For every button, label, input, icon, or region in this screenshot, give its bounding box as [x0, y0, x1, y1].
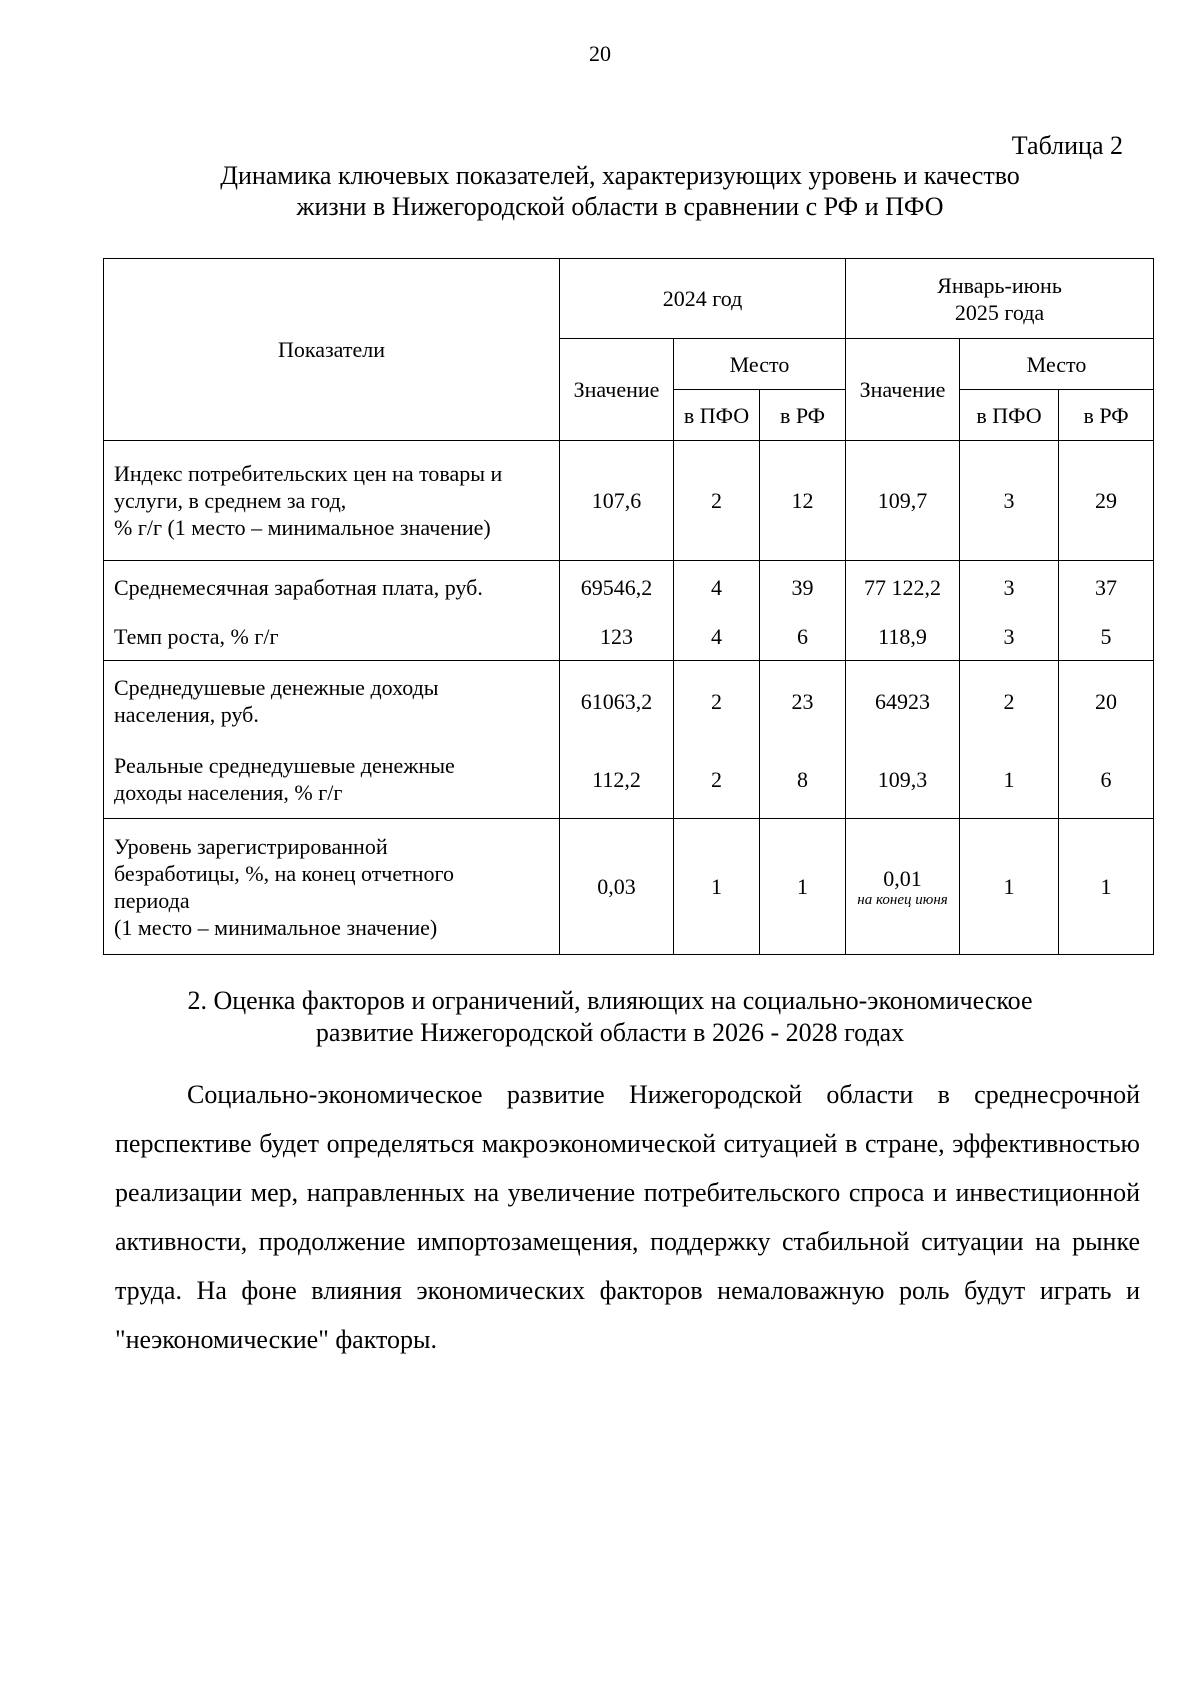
cell-pfo-2024: [674, 661, 760, 819]
row-label-line: доходы населения, % г/г: [114, 780, 343, 805]
cell-value-2024: [560, 561, 674, 661]
table-title: [150, 160, 1090, 222]
cell-value: 0,01: [883, 865, 922, 891]
body-text: Социально-экономическое развитие Нижегородской области в среднесрочной перспективе будет определяться макроэкономической ситуацией в стране, эффективностью реализации мер, направленных на увеличение потребительского спроса и инвестиционной активности, продолжение импортозамещения, поддержку стабильной ситуации на рынке труда. На фоне влияния экономических факторов немаловажную роль будут играть и "неэкономические" факторы.: [115, 1080, 1140, 1354]
header-period-2024: 2024 год: [560, 259, 846, 339]
cell-pfo-2025: [960, 561, 1059, 661]
cell-pfo-2024: 1: [674, 819, 760, 955]
body-paragraph: [115, 1070, 1140, 1364]
cell-pfo-2025: 1: [960, 819, 1059, 955]
cell-value: 123: [600, 623, 633, 649]
cell-rf-2024: 12: [760, 441, 846, 561]
row-label-line: услуги, в среднем за год,: [114, 488, 347, 513]
row-label-line: Индекс потребительских цен на товары и: [114, 461, 503, 486]
cell-value: 3: [1003, 574, 1015, 600]
cell-value-2025: 109,7: [846, 441, 960, 561]
cell-rf-2024: 1: [760, 819, 846, 955]
cell-rf-2025: 29: [1059, 441, 1154, 561]
cell-value: 112,2: [592, 766, 641, 792]
cell-value: 8: [797, 766, 808, 792]
cell-value: 61063,2: [580, 688, 653, 714]
section-heading-line: развитие Нижегородской области в 2026 - 2028 годах: [315, 1018, 905, 1047]
header-rf-2024: в РФ: [760, 390, 846, 441]
cell-rf-2024: [760, 561, 846, 661]
cell-value-2025: [846, 561, 960, 661]
cell-value: 23: [791, 688, 814, 714]
cell-note: на конец июня: [857, 891, 948, 908]
section-heading-line: 2. Оценка факторов и ограничений, влияющих на социально-экономическое: [187, 986, 1033, 1015]
header-place-2024: Место: [674, 339, 846, 390]
row-label-line: Темп роста, % г/г: [114, 623, 279, 649]
row-label-line: (1 место – минимальное значение): [114, 914, 438, 940]
cell-value: 39: [791, 574, 814, 600]
cell-value-2024: 107,6: [560, 441, 674, 561]
row-label-incomes: [104, 661, 560, 819]
header-period-2025-line1: Январь-июнь: [937, 272, 1062, 298]
header-value-2025: Значение: [846, 339, 960, 441]
cell-value: 3: [1003, 623, 1015, 649]
cell-pfo-2024: [674, 561, 760, 661]
header-pfo-2024: в ПФО: [674, 390, 760, 441]
header-period-2025-line2: 2025 года: [954, 299, 1045, 325]
cell-value: 4: [711, 574, 722, 600]
cell-value-2025: [846, 819, 960, 955]
row-label-line: Уровень зарегистрированной: [114, 833, 388, 859]
cell-pfo-2025: 3: [960, 441, 1059, 561]
cell-value-2025: [846, 661, 960, 819]
cell-value: 20: [1095, 688, 1118, 714]
cell-value: 37: [1095, 574, 1118, 600]
row-label-cpi: [104, 441, 560, 561]
cell-value: 2: [1003, 688, 1015, 714]
cell-value: 109,3: [877, 766, 928, 792]
cell-value: 2: [711, 766, 722, 792]
row-label-wages: [104, 561, 560, 661]
cell-value: 5: [1100, 623, 1112, 649]
cell-value: 6: [797, 623, 808, 649]
cell-value: 1: [1003, 766, 1015, 792]
row-label-block: [104, 661, 559, 741]
header-indicators: Показатели: [104, 259, 560, 441]
cell-value: 69546,2: [580, 574, 653, 600]
row-label-line: % г/г (1 место – минимальное значение): [114, 515, 491, 540]
table-row-unemployment: [104, 819, 1154, 955]
table-row-wages: [104, 561, 1154, 661]
cell-value: 4: [711, 623, 722, 649]
indicators-table: [103, 258, 1154, 955]
header-period-2025: [846, 259, 1154, 339]
cell-value-2024: [560, 661, 674, 819]
cell-value: 2: [711, 688, 722, 714]
cell-rf-2024: [760, 661, 846, 819]
row-label-unemployment: [104, 819, 560, 955]
row-label-line: Среднедушевые денежные доходы: [114, 675, 439, 700]
row-label-line: Среднемесячная заработная плата, руб.: [114, 574, 483, 600]
cell-value: 6: [1100, 766, 1112, 792]
header-value-2024: Значение: [560, 339, 674, 441]
cell-value: 77 122,2: [864, 574, 942, 600]
table-title-line: Динамика ключевых показателей, характеризующих уровень и качество: [220, 161, 1020, 190]
header-rf-2025: в РФ: [1059, 390, 1154, 441]
table-label: Таблица 2: [1011, 131, 1123, 160]
cell-value: 118,9: [878, 623, 927, 649]
cell-value-2024: 0,03: [560, 819, 674, 955]
page-number: 20: [589, 41, 611, 66]
cell-pfo-2024: 2: [674, 441, 760, 561]
row-label-line: населения, руб.: [114, 702, 259, 727]
table-row-cpi: [104, 441, 1154, 561]
cell-rf-2025: 1: [1059, 819, 1154, 955]
cell-rf-2025: [1059, 661, 1154, 819]
cell-pfo-2025: [960, 661, 1059, 819]
row-label-line: безработицы, %, на конец отчетного: [114, 860, 455, 886]
section-heading: [120, 985, 1100, 1049]
header-pfo-2025: в ПФО: [960, 390, 1059, 441]
cell-rf-2025: [1059, 561, 1154, 661]
cell-value: 64923: [875, 688, 931, 714]
table-row-incomes: [104, 661, 1154, 819]
header-place-2025: Место: [960, 339, 1154, 390]
row-label-block: [104, 741, 559, 817]
row-label-line: Реальные среднедушевые денежные: [114, 753, 455, 778]
table-title-line: жизни в Нижегородской области в сравнении с РФ и ПФО: [296, 192, 944, 221]
row-label-line: периода: [114, 887, 190, 913]
